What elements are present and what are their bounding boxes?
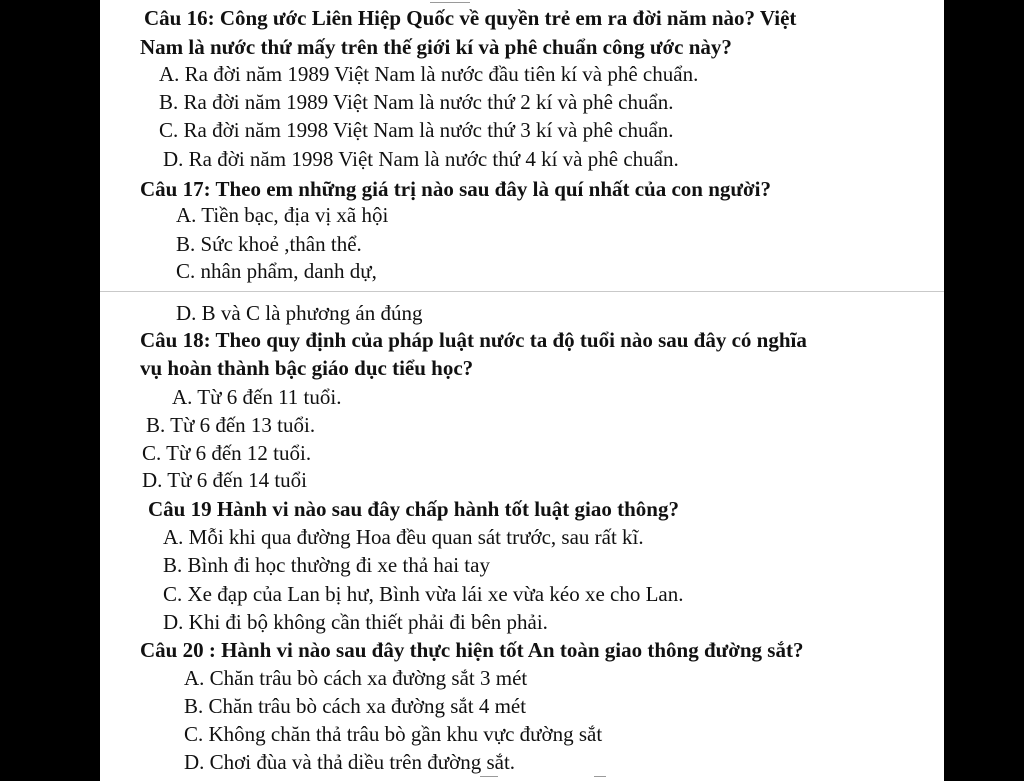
q20-option-b: B. Chăn trâu bò cách xa đường sắt 4 mét xyxy=(184,694,527,718)
q16-option-c: C. Ra đời năm 1998 Việt Nam là nước thứ 3 kí và phê chuẩn. xyxy=(159,118,674,142)
q18-option-a: A. Từ 6 đến 11 tuổi. xyxy=(172,385,342,409)
q19-option-d: D. Khi đi bộ không cần thiết phải đi bên phải. xyxy=(163,610,548,634)
q17-option-d: D. B và C là phương án đúng xyxy=(176,301,423,325)
q18-option-c: C. Từ 6 đến 12 tuổi. xyxy=(142,441,312,465)
q20-option-a: A. Chăn trâu bò cách xa đường sắt 3 mét xyxy=(184,666,528,690)
q17-option-b: B. Sức khoẻ ,thân thể. xyxy=(176,232,362,256)
q18-stem-line2: vụ hoàn thành bậc giáo dục tiểu học? xyxy=(140,356,474,380)
q20-option-c: C. Không chăn thả trâu bò gần khu vực đường sắt xyxy=(184,722,603,746)
q16-option-a: A. Ra đời năm 1989 Việt Nam là nước đầu tiên kí và phê chuẩn. xyxy=(159,62,699,86)
q19-stem: Câu 19 Hành vi nào sau đây chấp hành tốt luật giao thông? xyxy=(148,497,679,521)
q16-option-d: D. Ra đời năm 1998 Việt Nam là nước thứ 4 kí và phê chuẩn. xyxy=(163,147,679,171)
page-seam-divider xyxy=(100,291,944,292)
q19-option-b: B. Bình đi học thường đi xe thả hai tay xyxy=(163,553,490,577)
q20-option-d: D. Chơi đùa và thả diều trên đường sắt. xyxy=(184,750,516,774)
scan-mark xyxy=(480,776,498,777)
q18-option-b: B. Từ 6 đến 13 tuổi. xyxy=(146,413,316,437)
q20-stem: Câu 20 : Hành vi nào sau đây thực hiện tốt An toàn giao thông đường sắt? xyxy=(140,638,804,662)
q19-option-c: C. Xe đạp của Lan bị hư, Bình vừa lái xe vừa kéo xe cho Lan. xyxy=(163,582,684,606)
q17-option-c: C. nhân phẩm, danh dự, xyxy=(176,259,377,283)
q16-option-b: B. Ra đời năm 1989 Việt Nam là nước thứ 2 kí và phê chuẩn. xyxy=(159,90,674,114)
q19-option-a: A. Mỗi khi qua đường Hoa đều quan sát trước, sau rất kĩ. xyxy=(163,525,644,549)
q18-option-d: D. Từ 6 đến 14 tuổi xyxy=(142,468,307,492)
q16-stem-line2: Nam là nước thứ mấy trên thế giới kí và phê chuẩn công ước này? xyxy=(140,35,732,59)
scan-mark xyxy=(430,2,470,3)
q17-stem: Câu 17: Theo em những giá trị nào sau đây là quí nhất của con người? xyxy=(140,177,771,201)
q18-stem-line1: Câu 18: Theo quy định của pháp luật nước ta độ tuổi nào sau đây có nghĩa xyxy=(140,328,807,352)
q16-stem-line1: Câu 16: Công ước Liên Hiệp Quốc về quyền trẻ em ra đời năm nào? Việt xyxy=(144,6,797,30)
q17-option-a: A. Tiền bạc, địa vị xã hội xyxy=(176,203,389,227)
scan-mark xyxy=(594,776,606,777)
exam-page xyxy=(100,0,944,781)
